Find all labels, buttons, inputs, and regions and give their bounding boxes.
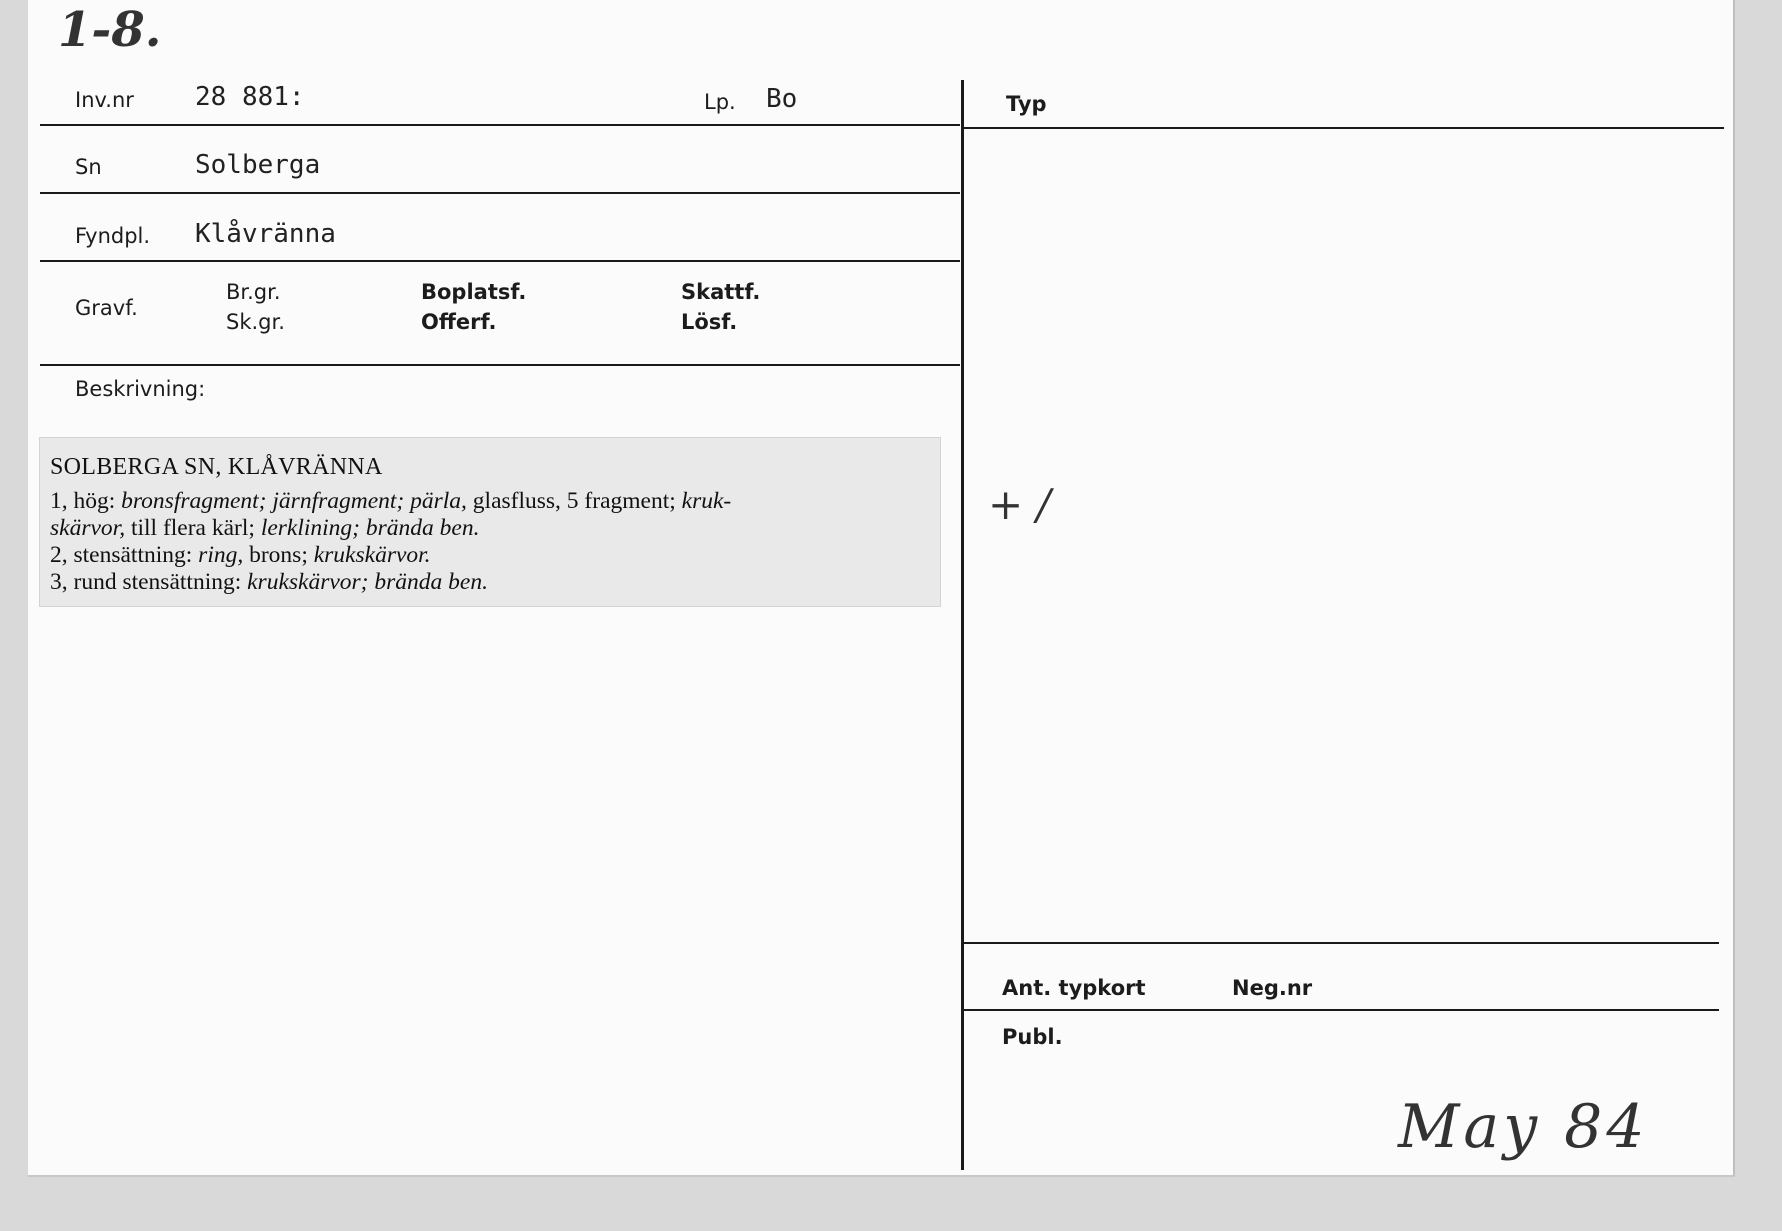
divider-typ bbox=[964, 127, 1724, 129]
clipping-line-3 bbox=[50, 542, 431, 569]
divider-invnr bbox=[40, 124, 960, 126]
clipping-text: glasfluss, 5 fragment; bbox=[466, 488, 682, 514]
fyndpl-value: Klåvränna bbox=[195, 219, 336, 249]
clipping-text: 1, hög: bbox=[50, 488, 122, 514]
signature-date: May 84 bbox=[1398, 1092, 1649, 1162]
sn-value: Solberga bbox=[195, 150, 321, 180]
clipping-text: lerklining; brända ben. bbox=[260, 515, 480, 541]
divider-ant-typkort bbox=[964, 942, 1719, 944]
losf-label: Lösf. bbox=[681, 310, 738, 334]
skattf-label: Skattf. bbox=[681, 280, 761, 304]
clipping-text: kruk- bbox=[681, 488, 732, 514]
clipping-heading: SOLBERGA SN, KLÅVRÄNNA bbox=[50, 454, 383, 480]
negnr-label: Neg.nr bbox=[1232, 976, 1313, 1000]
publ-label: Publ. bbox=[1002, 1025, 1063, 1049]
corner-note: 1-8. bbox=[58, 2, 162, 58]
clipping-line-2 bbox=[50, 515, 479, 542]
clipping-text: krukskärvor. bbox=[313, 542, 431, 568]
fyndpl-label: Fyndpl. bbox=[75, 224, 151, 248]
boplatsf-label: Boplatsf. bbox=[421, 280, 527, 304]
offerf-label: Offerf. bbox=[421, 310, 497, 334]
clipping-text: bronsfragment; bbox=[121, 488, 273, 514]
clipping-text: 3, rund stensättning: bbox=[50, 569, 248, 595]
divider-sn bbox=[40, 192, 960, 194]
clipping-text: ring, bbox=[198, 542, 244, 568]
brgr-label: Br.gr. bbox=[226, 280, 281, 304]
typ-label: Typ bbox=[1006, 92, 1047, 116]
typ-handwritten-note: + / bbox=[988, 480, 1051, 529]
clipping-line-1 bbox=[50, 488, 731, 515]
lp-value: Bo bbox=[766, 84, 798, 114]
center-divider bbox=[961, 80, 964, 1170]
clipping-text: 2, stensättning: bbox=[50, 542, 199, 568]
invnr-value: 28 881: bbox=[195, 82, 305, 112]
divider-negnr bbox=[964, 1009, 1719, 1011]
clipping-line-4 bbox=[50, 569, 488, 596]
divider-gravf bbox=[40, 364, 960, 366]
clipping-text: skärvor, bbox=[50, 515, 126, 541]
sn-label: Sn bbox=[75, 155, 102, 179]
divider-fyndpl bbox=[40, 260, 960, 262]
beskrivning-label: Beskrivning: bbox=[75, 377, 206, 401]
clipping-text: till flera kärl; bbox=[125, 515, 261, 541]
description-clipping bbox=[39, 437, 941, 607]
invnr-label: Inv.nr bbox=[75, 88, 134, 112]
gravf-label: Gravf. bbox=[75, 296, 138, 320]
clipping-text: järnfragment; pärla, bbox=[272, 488, 467, 514]
skgr-label: Sk.gr. bbox=[226, 310, 285, 334]
ant-typkort-label: Ant. typkort bbox=[1002, 976, 1146, 1000]
lp-label: Lp. bbox=[704, 90, 736, 114]
clipping-text: krukskärvor; brända ben. bbox=[247, 569, 488, 595]
clipping-text: brons; bbox=[243, 542, 314, 568]
